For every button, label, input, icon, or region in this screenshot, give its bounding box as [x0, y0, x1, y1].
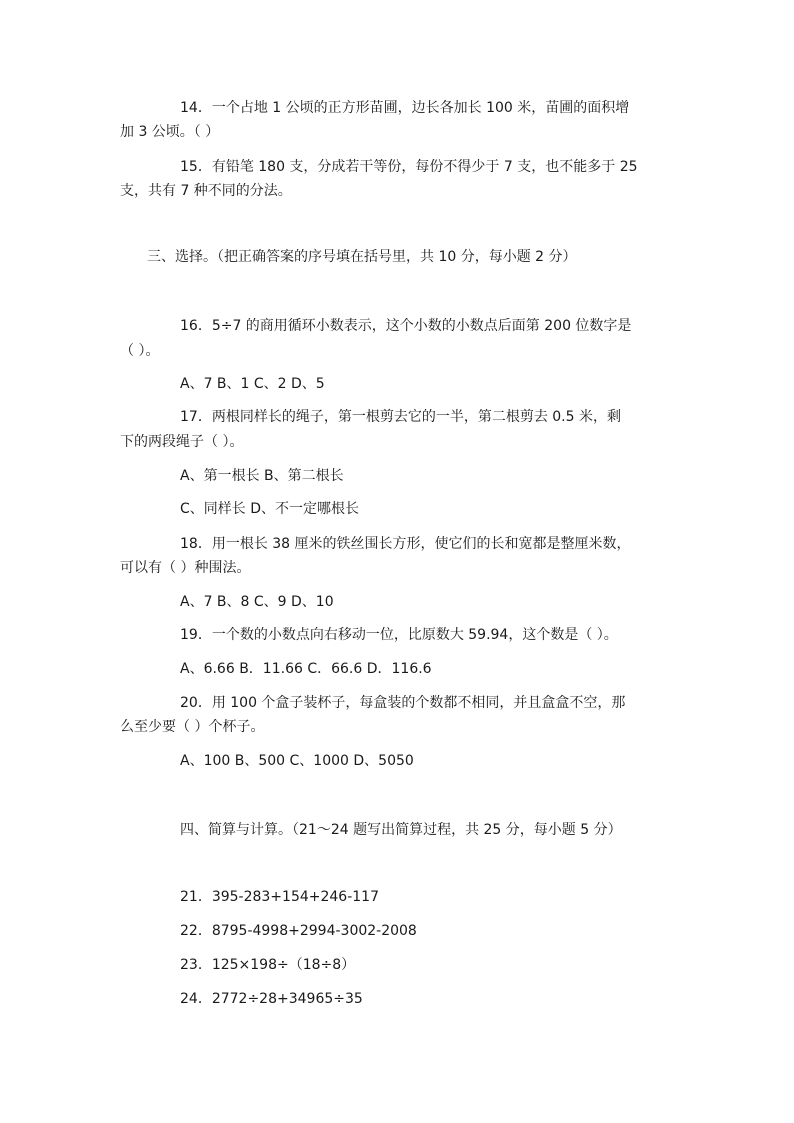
- question-15-line-1: 15．有铅笔 180 支，分成若干等份，每份不得少于 7 支，也不能多于 25: [180, 159, 638, 175]
- question-21: 21．395-283+154+246-117: [180, 889, 379, 905]
- question-24: 24．2772÷28+34965÷35: [180, 991, 363, 1007]
- question-20-options: A、100 B、500 C、1000 D、5050: [180, 753, 414, 769]
- question-15-line-2: 支，共有 7 种不同的分法。: [120, 183, 292, 199]
- question-14-line-2: 加 3 公顷。（ ）: [120, 124, 220, 140]
- question-23: 23．125×198÷（18÷8）: [180, 957, 356, 973]
- section-4-heading: 四、简算与计算。（21～24 题写出简算过程，共 25 分，每小题 5 分）: [180, 822, 622, 838]
- question-17-options-2: C、同样长 D、不一定哪根长: [180, 501, 360, 517]
- question-18-options: A、7 B、8 C、9 D、10: [180, 594, 334, 610]
- question-20-line-1: 20．用 100 个盒子装杯子，每盒装的个数都不相同，并且盒盒不空，那: [180, 695, 626, 711]
- question-17-line-2: 下的两段绳子（ ）。: [120, 434, 244, 450]
- question-16-line-2: （ ）。: [120, 343, 160, 359]
- question-16-options: A、7 B、1 C、2 D、5: [180, 376, 325, 392]
- section-3-heading: 三、选择。（把正确答案的序号填在括号里，共 10 分，每小题 2 分）: [147, 249, 577, 265]
- question-17-options-1: A、第一根长 B、第二根长: [180, 468, 344, 484]
- question-14-line-1: 14．一个占地 1 公顷的正方形苗圃，边长各加长 100 米，苗圃的面积增: [180, 100, 630, 116]
- question-19-line-1: 19．一个数的小数点向右移动一位，比原数大 59.94，这个数是（ ）。: [180, 627, 618, 643]
- question-22: 22．8795-4998+2994-3002-2008: [180, 923, 417, 939]
- question-16-line-1: 16．5÷7 的商用循环小数表示，这个小数的小数点后面第 200 位数字是: [180, 318, 632, 334]
- question-17-line-1: 17．两根同样长的绳子，第一根剪去它的一半，第二根剪去 0.5 米，剩: [180, 409, 621, 425]
- question-19-options: A、6.66 B．11.66 C．66.6 D．116.6: [180, 661, 432, 677]
- question-18-line-2: 可以有（ ）种围法。: [120, 560, 251, 576]
- question-20-line-2: 么至少要（ ）个杯子。: [120, 719, 265, 735]
- question-18-line-1: 18．用一根长 38 厘米的铁丝围长方形，使它们的长和宽都是整厘米数，: [180, 536, 631, 552]
